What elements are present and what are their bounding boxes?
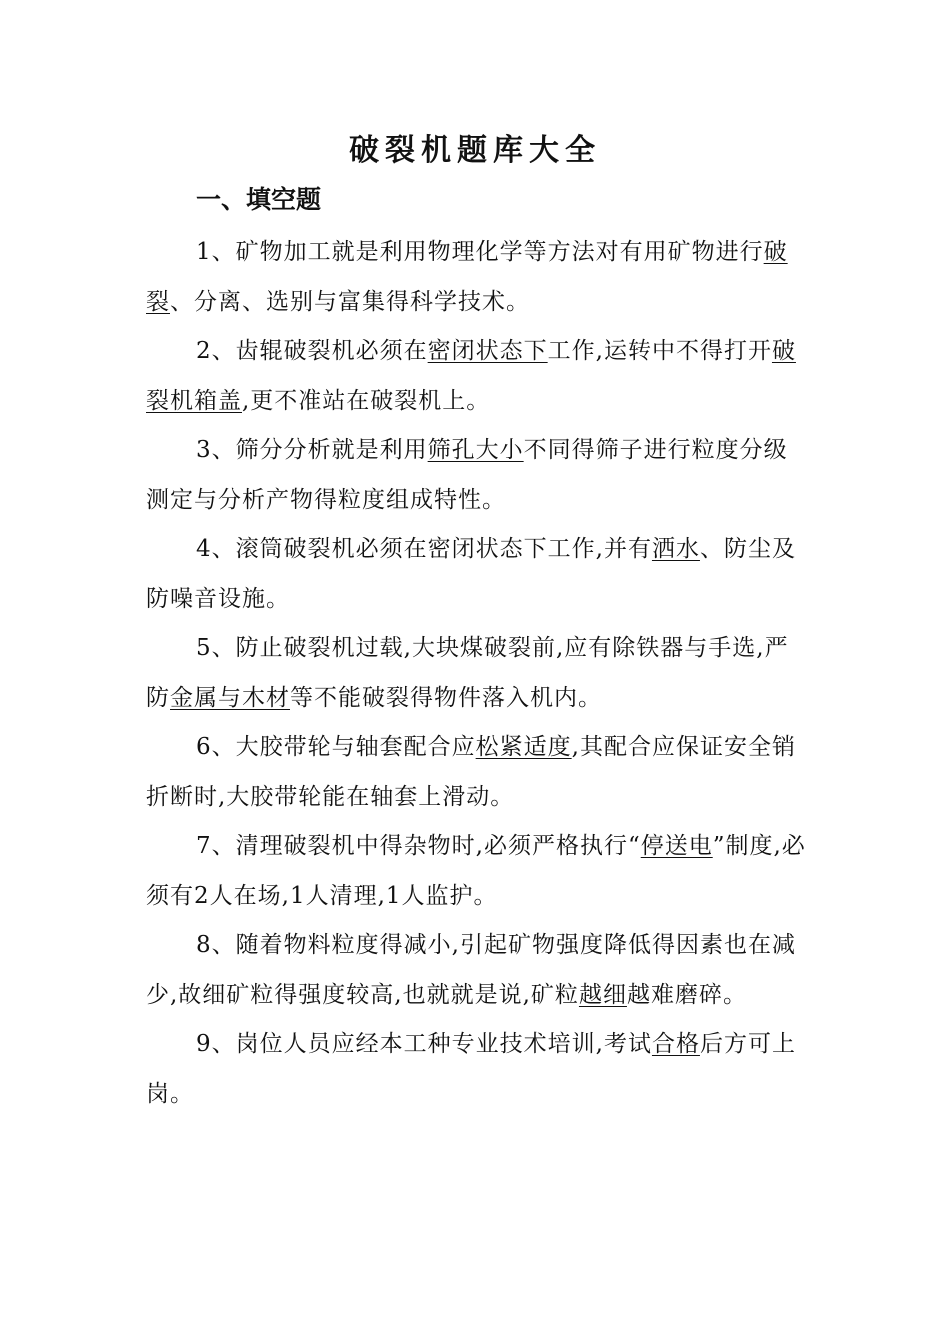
- answer-blank: 密闭状态下: [427, 338, 548, 364]
- answer-blank: 筛孔大小: [427, 437, 524, 463]
- question-text: 岗位人员应经本工种专业技术培训,考试: [235, 1031, 652, 1057]
- question-number: 5、: [196, 635, 236, 661]
- question-text: 筛分分析就是利用: [235, 437, 428, 463]
- question-text: 工作,运转中不得打开: [547, 338, 772, 364]
- question-2: [146, 327, 811, 426]
- question-text: 防止破裂机过载,大块煤破裂前,应有除铁器与手选,严防: [146, 635, 789, 711]
- answer-blank: 越细: [578, 981, 627, 1008]
- question-text: 滚筒破裂机必须在密闭状态下工作,并有: [235, 536, 652, 562]
- question-number: 8、: [196, 932, 236, 958]
- question-8: [146, 921, 811, 1020]
- question-text: 、分离、选别与富集得科学技术。: [170, 288, 530, 315]
- question-3: [146, 426, 811, 525]
- answer-blank: 洒水: [651, 536, 700, 562]
- answer-blank: 合格: [651, 1031, 700, 1057]
- question-text: ,其配合应保证安全销折断时,大胶带轮能在轴套上滑动。: [146, 734, 796, 810]
- answer-blank: 破裂: [146, 239, 788, 315]
- question-number: 1、: [196, 239, 236, 265]
- question-7: [146, 822, 811, 921]
- answer-blank: 破裂机箱盖: [146, 338, 796, 414]
- question-text: 后方可上岗。: [146, 1031, 796, 1107]
- answer-blank: 金属与木材: [170, 684, 290, 711]
- question-text: ,更不准站在破裂机上。: [242, 387, 491, 414]
- question-text: 大胶带轮与轴套配合应: [235, 734, 476, 760]
- question-number: 6、: [196, 734, 236, 760]
- question-1: [146, 228, 811, 327]
- question-number: 3、: [196, 437, 236, 463]
- question-text: 齿辊破裂机必须在: [235, 338, 428, 364]
- question-4: [146, 525, 811, 624]
- question-number: 4、: [196, 536, 236, 562]
- question-9: [146, 1020, 811, 1119]
- question-number: 7、: [196, 833, 236, 859]
- document-title: 破裂机题库大全: [349, 133, 601, 168]
- question-text: 不同得筛子进行粒度分级测定与分析产物得粒度组成特性。: [146, 437, 788, 513]
- question-text: 、防尘及防噪音设施。: [146, 536, 796, 612]
- question-text: 越难磨碎。: [626, 981, 747, 1008]
- question-6: [146, 723, 811, 822]
- question-number: 9、: [196, 1031, 236, 1057]
- answer-blank: 松紧适度: [475, 734, 572, 760]
- question-text: 清理破裂机中得杂物时,必须严格执行“: [235, 833, 641, 859]
- question-text: 随着物料粒度得减小,引起矿物强度降低得因素也在减少,故细矿粒得强度较高,也就就是说,矿粒: [146, 932, 796, 1008]
- section-heading: 一、填空题: [196, 185, 322, 214]
- answer-blank: 停送电: [640, 833, 713, 859]
- question-text: 矿物加工就是利用物理化学等方法对有用矿物进行: [235, 239, 764, 265]
- question-5: [146, 624, 811, 723]
- question-text: ”制度,必须有2人在场,1人清理,1人监护。: [146, 833, 806, 909]
- question-list: [146, 228, 811, 1119]
- question-number: 2、: [196, 338, 236, 364]
- question-text: 等不能破裂得物件落入机内。: [290, 684, 602, 711]
